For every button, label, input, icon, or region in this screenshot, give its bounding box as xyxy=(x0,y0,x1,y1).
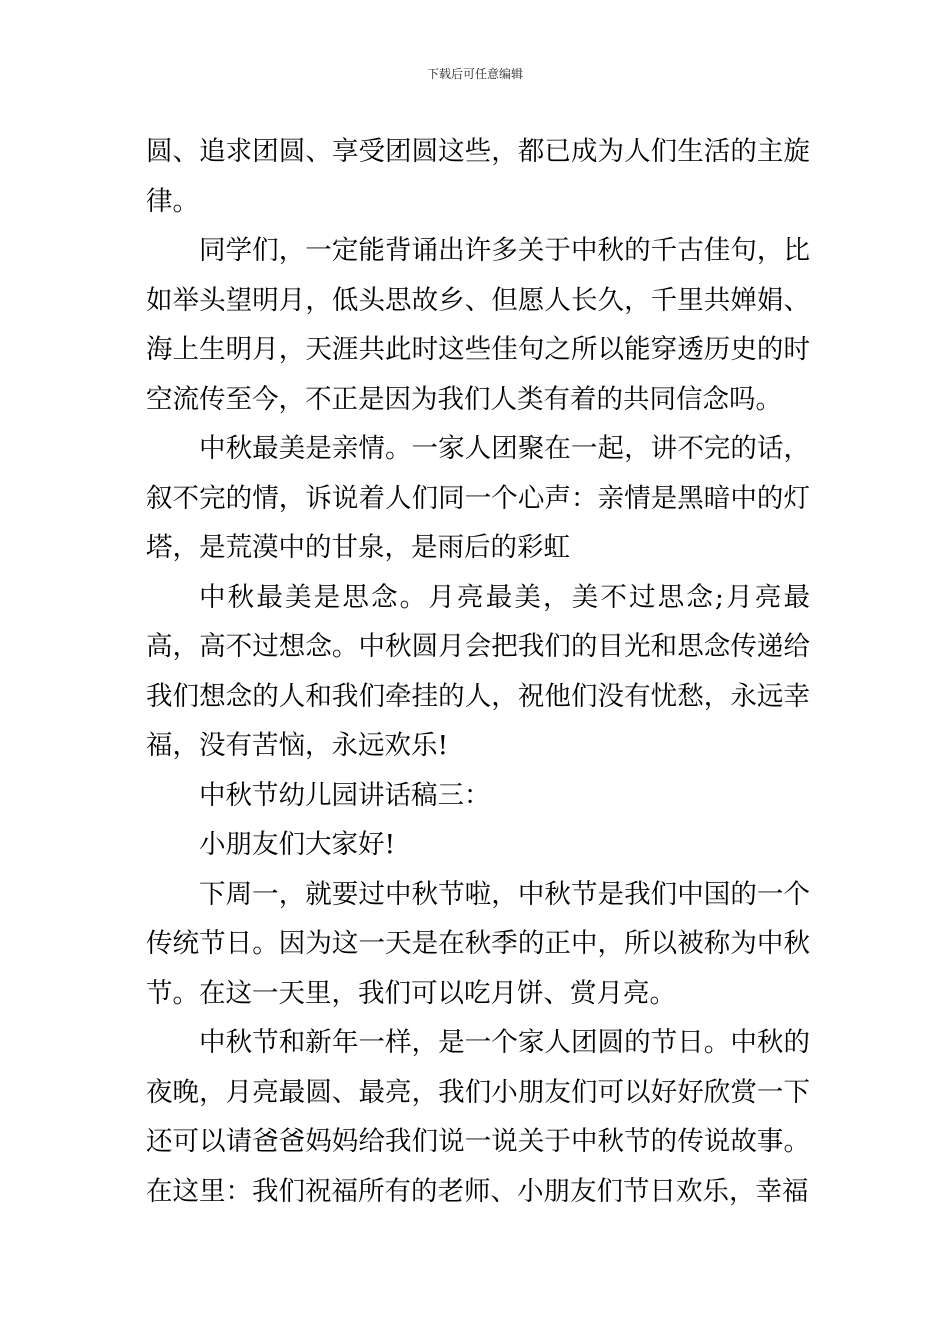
section-heading: 中秋节幼儿园讲话稿三： xyxy=(199,779,491,811)
paragraph-4: 中秋最美是思念。月亮最美，美不过思念;月亮最高，高不过想念。中秋圆月会把我们的目光和思念传递给我们想念的人和我们牵挂的人，祝他们没有忧愁，永远幸福，没有苦恼，永远欢乐! xyxy=(146,581,810,761)
document-body xyxy=(146,127,810,1216)
paragraph-3: 中秋最美是亲情。一家人团聚在一起，讲不完的话，叙不完的情，诉说着人们同一个心声：亲情是黑暗中的灯塔，是荒漠中的甘泉，是雨后的彩虹 xyxy=(146,433,810,563)
paragraph-7: 下周一，就要过中秋节啦，中秋节是我们中国的一个传统节日。因为这一天是在秋季的正中，所以被称为中秋节。在这一天里，我们可以吃月饼、赏月亮。 xyxy=(146,878,810,1009)
paragraph-2: 同学们，一定能背诵出许多关于中秋的千古佳句，比如举头望明月，低头思故乡、但愿人长久，千里共婵娟、海上生明月，天涯共此时这些佳句之所以能穿透历史的时空流传至今，不正是因为我们人类有着的共同信念吗。 xyxy=(146,235,810,415)
greeting: 小朋友们大家好! xyxy=(199,829,396,860)
page-header: 下载后可任意编辑 xyxy=(426,67,523,81)
paragraph-1: 圆、追求团圆、享受团圆这些，都已成为人们生活的主旋律。 xyxy=(146,136,810,217)
paragraph-8: 中秋节和新年一样，是一个家人团圆的节日。中秋的夜晚，月亮最圆、最亮，我们小朋友们可以好好欣赏一下还可以请爸爸妈妈给我们说一说关于中秋节的传说故事。在这里：我们祝福所有的老师、小朋友们节日欢乐，幸福 xyxy=(146,1027,810,1207)
